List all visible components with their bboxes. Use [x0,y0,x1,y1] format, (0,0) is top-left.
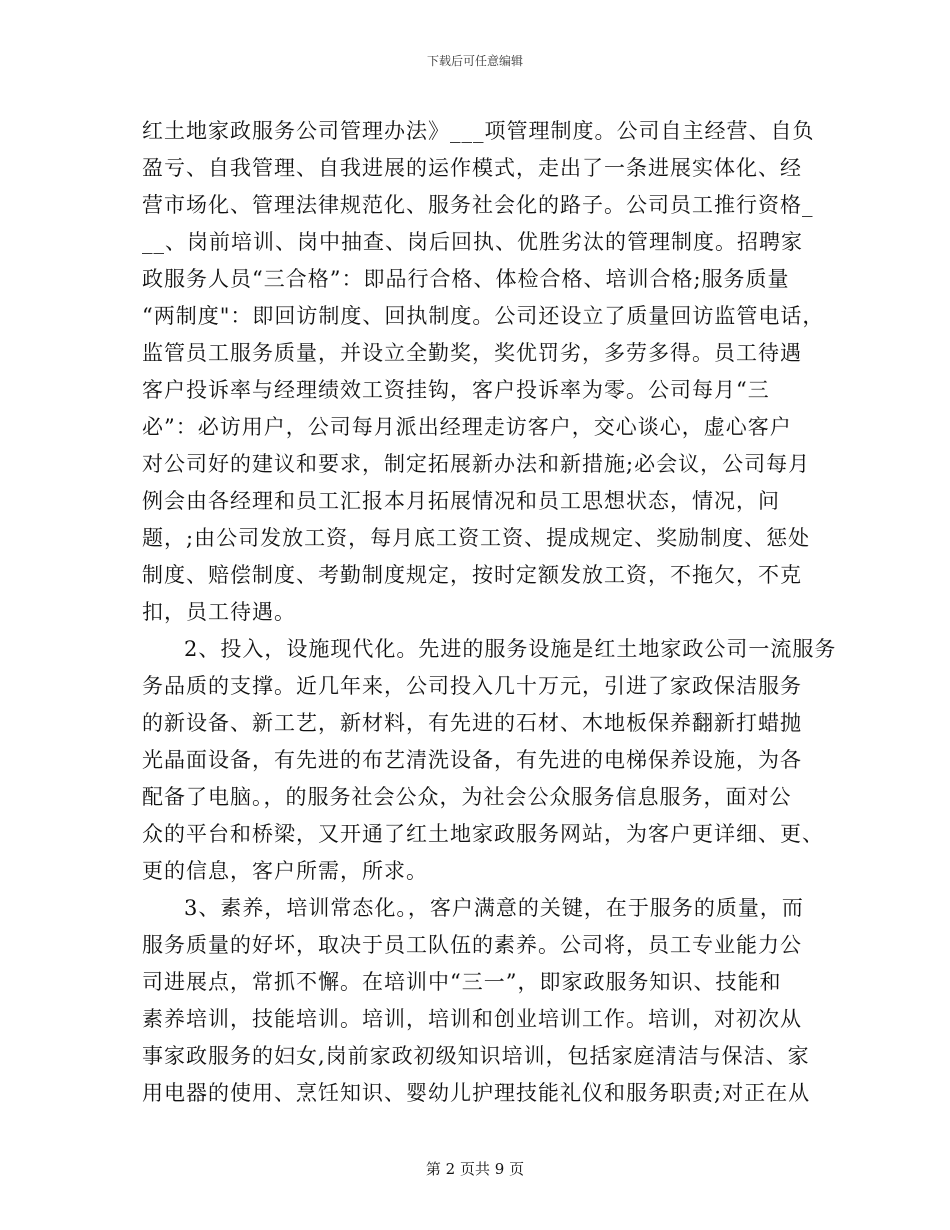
text-line: 众的平台和桥梁，又开通了红土地家政服务网站，为客户更详细、更、 [142,822,824,846]
text-line: __、岗前培训、岗中抽查、岗后回执、优胜劣汰的管理制度。招聘家 [142,230,803,254]
text-line: 对公司好的建议和要求，制定拓展新办法和新措施;必会议，公司每月 [142,452,811,476]
text-line: 扣，员工待遇。 [142,600,296,624]
text-line: 制度、赔偿制度、考勤制度规定，按时定额发放工资，不拖欠，不克 [142,563,802,587]
text-line: “两制度"：即回访制度、回执制度。公司还设立了质量回访监管电话， [142,304,825,328]
text-line: 题，;由公司发放工资，每月底工资工资、提成规定、奖励制度、惩处 [142,526,811,550]
text-line: 盈亏、自我管理、自我进展的运作模式，走出了一条进展实体化、经 [142,156,802,180]
text-line: 红土地家政服务公司管理办法》___项管理制度。公司自主经营、自负 [142,119,815,143]
text-line: 必”：必访用户，公司每月派出经理走访客户，交心谈心，虚心客户 [142,415,792,439]
text-line: 事家政服务的妇女,岗前家政初级知识培训，包括家庭清洁与保洁、家 [142,1044,810,1068]
text-line: 服务质量的好坏，取决于员工队伍的素养。公司将，员工专业能力公 [142,933,802,957]
text-line: 司进展点，常抓不懈。在培训中“三一”，即家政服务知识、技能和 [142,970,782,994]
text-line: 光晶面设备，有先进的布艺清洗设备，有先进的电梯保养设施，为各 [142,748,802,772]
text-line: 的新设备、新工艺，新材料，有先进的石材、木地板保养翻新打蜡抛 [142,711,802,735]
text-line: 更的信息，客户所需，所求。 [142,859,428,883]
text-line: 配备了电脑。，的服务社会公众，为社会公众服务信息服务，面对公 [142,785,792,809]
text-line: 用电器的使用、烹饪知识、婴幼儿护理技能礼仪和服务职责;对正在从 [142,1081,811,1105]
page-header: 下载后可任意编辑 [426,54,523,68]
text-line: 务品质的支撑。近几年来，公司投入几十万元，引进了家政保洁服务 [142,674,802,698]
paragraph-start-line: 3、素养，培训常态化。，客户满意的关键，在于服务的质量，而 [184,896,804,920]
paragraph-start-line: 2、投入，设施现代化。先进的服务设施是红土地家政公司一流服务 [184,637,837,661]
text-line: 监管员工服务质量，并设立全勤奖，奖优罚劣，多劳多得。员工待遇 [142,341,802,365]
text-line: 客户投诉率与经理绩效工资挂钩，客户投诉率为零。公司每月“三 [142,378,770,402]
text-line: 素养培训，技能培训。培训，培训和创业培训工作。培训，对初次从 [142,1007,802,1031]
text-line: 政服务人员“三合格”：即品行合格、体检合格、培训合格;服务质量 [142,267,790,291]
page-footer: 第 2 页共 9 页 [425,1160,525,1178]
text-line: 例会由各经理和员工汇报本月拓展情况和员工思想状态，情况，问 [142,489,780,513]
text-line: 营市场化、管理法律规范化、服务社会化的路子。公司员工推行资格_ [142,193,814,217]
